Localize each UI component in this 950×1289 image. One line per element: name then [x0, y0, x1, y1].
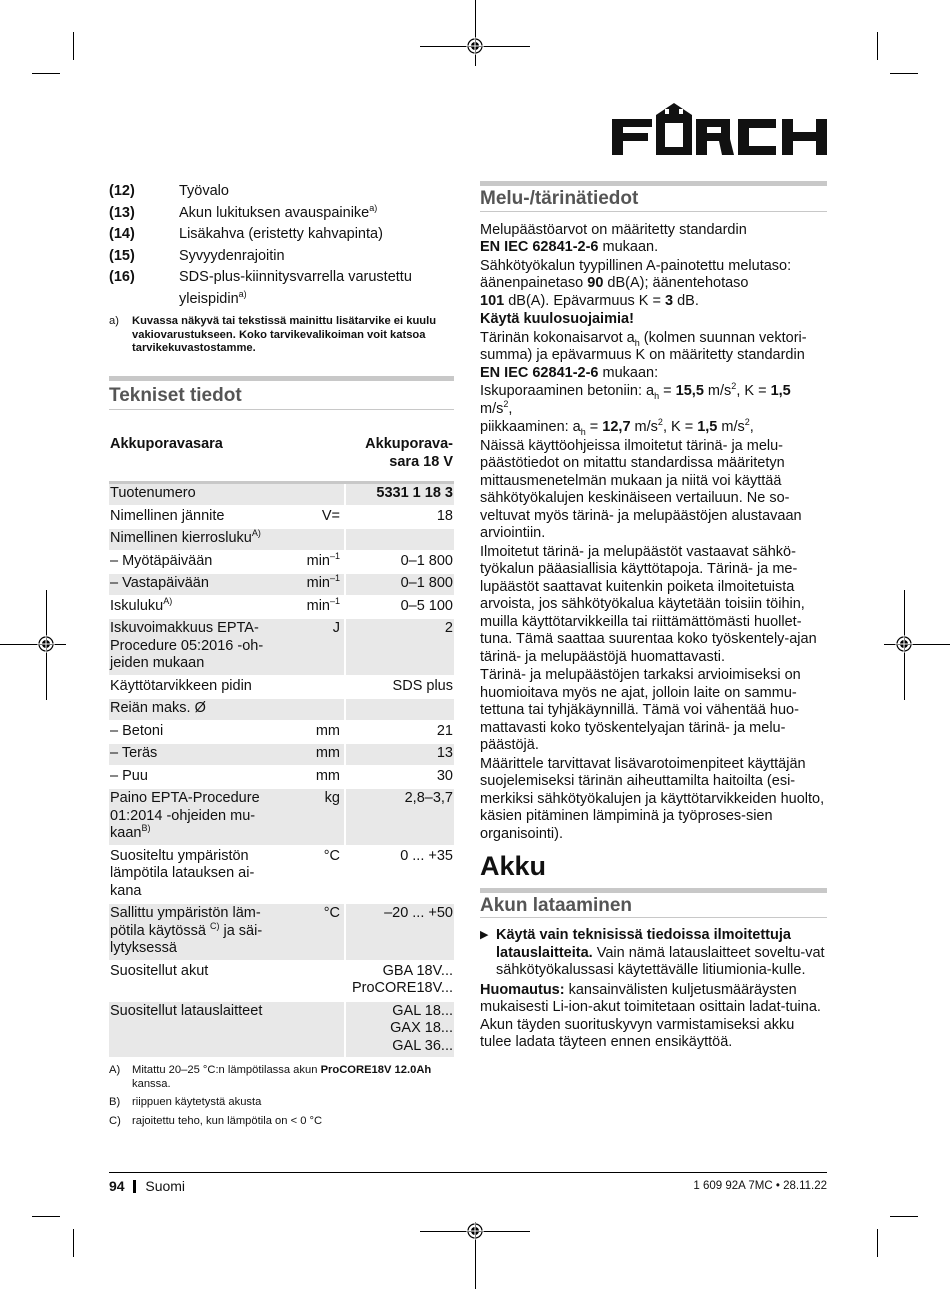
crop-mark [475, 0, 476, 66]
spec-unit: °C [297, 846, 345, 904]
spec-label: – Puu [109, 766, 297, 789]
spec-unit: mm [297, 721, 345, 744]
spec-label: Suositellut latauslaitteet [109, 1001, 297, 1059]
table-row [109, 788, 454, 846]
spec-label: – Betoni [109, 721, 297, 744]
registration-mark-icon [895, 635, 913, 653]
spec-value: GBA 18V... ProCORE18V... [345, 961, 454, 1001]
noise-standard: Melupäästöarvot on määritetty standardin EN IEC 62841-2-6 mukaan. [480, 221, 747, 255]
tech-section [109, 376, 454, 1129]
table-row [109, 528, 454, 551]
crop-mark [890, 73, 918, 74]
left-column [109, 181, 454, 1128]
spec-value: 2,8–3,7 [345, 788, 454, 846]
legend-number: (13) [109, 204, 135, 221]
table-row [109, 551, 454, 574]
spec-value: 2 [345, 618, 454, 676]
footnote-text: Mitattu 20–25 °C:n lämpötilassa akun ProCORE18V 12.0Ah kanssa. [132, 1064, 432, 1090]
spec-value: 30 [345, 766, 454, 789]
registration-mark-icon [37, 635, 55, 653]
footnote-ref: a) [238, 288, 247, 299]
paragraph: Määrittele tarvittavat lisävarotoimenpiteet käyttäjän suojelemiseksi tärinän aiheuttamilta haitoilta (esi-merkiksi sähkötyökalujen ja käyttötarvikkeiden huolto, käsien pitäminen lämpiminä ja työproses-sien organisointi). [480, 755, 825, 842]
legend-text: Työvalo [179, 183, 229, 199]
footer-divider [109, 1172, 827, 1173]
spec-label: – Teräs [109, 743, 297, 766]
spec-value: 0–1 800 [345, 551, 454, 574]
paragraph: Tärinä- ja melupäästöjen tarkaksi arvioimiseksi on huomioitava myös ne ajat, jolloin laite on sammu-tettuna tai tyhjäkäynnillä. Tämä voi vähentää huo-mattavasti koko työskentelyajan tärinä- ja melu-päästöjä. [480, 667, 801, 753]
table-row [109, 483, 454, 506]
footer-page [109, 1178, 185, 1194]
registration-mark-icon [466, 1222, 484, 1240]
spec-unit: mm [297, 743, 345, 766]
legend-text: Syvyydenrajoitin [179, 247, 285, 264]
legend-number: (15) [109, 247, 135, 264]
battery-note: Huomautus: kansainvälisten kuljetusmääräysten mukaisesti Li-ion-akut toimitetaan osittain ladat-tuina. Akun täyden suorituskyvyn varmistamiseksi akku tulee ladata täyteen ennen ensikäyttöä. [480, 981, 821, 1050]
footnote-key: C) [109, 1114, 121, 1127]
forch-logo [612, 103, 827, 159]
table-row [109, 1001, 454, 1059]
legend-item [109, 181, 454, 203]
legend-item [109, 203, 454, 225]
spec-unit [297, 676, 345, 699]
crop-mark [73, 32, 74, 60]
section-divider [109, 409, 454, 410]
spec-unit: J [297, 618, 345, 676]
spec-value: SDS plus [345, 676, 454, 699]
table-row [109, 846, 454, 904]
spec-value: 18 [345, 506, 454, 529]
paragraph: Näissä käyttöohjeissa ilmoitetut tärinä- ja melu-päästötiedot on mitattu standardissa määritetyn mittausmenetelmän mukaan ja niitä voi käyttää sähkötyökalujen keskinäiseen vertailuun. Ne so-veltuvat myös tärinä- ja melupäästöjen alustavaan arviointiin. [480, 437, 802, 541]
spec-label: Nimellinen kierrosluku$^{A)}$ [109, 528, 297, 551]
legend-text: Lisäkahva (eristetty kahvapinta) [179, 226, 383, 242]
table-row [109, 721, 454, 744]
spec-unit: $\min^{-1}$ [297, 596, 345, 619]
vibration-drilling: Iskuporaaminen betoniin: $a_h = 15,5$ $m/s^2$, K = 1,5 $m/s^2$, [480, 381, 791, 417]
legend-text: SDS-plus-kiinnitysvarrella varustettu yleispidin [179, 269, 412, 307]
registration-mark-icon [466, 37, 484, 55]
table-header-row [109, 435, 454, 483]
footer-separator [133, 1180, 136, 1193]
crop-mark [32, 73, 60, 74]
table-footnote [109, 1115, 454, 1129]
spec-label: Reiän maks. Ø [109, 698, 297, 721]
section-title: Akun lataaminen [480, 894, 633, 916]
chapter-title: Akku [480, 851, 547, 881]
spec-label: Suositeltu ympäristön lämpötila latauksen ai- kana [109, 846, 297, 904]
paragraph: Ilmoitetut tärinä- ja melupäästöt vastaavat sähkö-työkalun pääasiallisia käyttötapoja. Tärinä- ja me-lupäästöt saattavat kuitenkin poiketa ilmoitetuista arvoista, jos sähkötyökalua käytetään toisiin töihin, muilla käyttötarvikkeilla tai riittämättömästi huollet-tuna. Tämä saattaa suurentaa koko työskentely-ajan tärinä- ja melupäästöjä huomattavasti. [480, 543, 817, 665]
vibration-chiselling: piikkaaminen: $a_h = 12,7$ $m/s^2$, K = 1,5 $m/s^2$, [480, 417, 754, 437]
legend-item [109, 267, 454, 310]
hearing-warning: Käytä kuulosuojaimia! [480, 311, 634, 327]
table-row [109, 903, 454, 961]
section-title: Melu-/tärinätiedot [480, 188, 639, 209]
spec-value: 5331 1 18 3 [345, 483, 454, 506]
section-title: Tekniset tiedot [109, 384, 242, 406]
legend-text: Akun lukituksen avauspainike [179, 204, 370, 221]
table-row [109, 698, 454, 721]
spec-value: –20 ... +50 [345, 903, 454, 961]
spec-unit [297, 961, 345, 1001]
spec-label: – Myötäpäivään [109, 551, 297, 574]
table-row [109, 961, 454, 1001]
footnote-text: riippuen käytetystä akusta [132, 1096, 262, 1108]
charger-instruction: ▶ Käytä vain teknisissä tiedoissa ilmoitettuja latauslaitteita. Vain nämä latauslaitteet soveltu-vat sähkötyökalussasi käytettävälle litiumionia-kulle. [480, 927, 825, 978]
table-row [109, 573, 454, 596]
section-divider [480, 917, 827, 918]
legend-number: (14) [109, 226, 135, 242]
spec-value: 0–1 800 [345, 573, 454, 596]
spec-label: Käyttötarvikkeen pidin [109, 676, 297, 699]
spec-value: 21 [345, 721, 454, 744]
table-row [109, 766, 454, 789]
tech-footnotes [109, 1064, 454, 1128]
spec-unit: $\min^{-1}$ [297, 573, 345, 596]
spec-value [345, 528, 454, 551]
page-number: 94 [109, 1178, 125, 1194]
spec-label: Iskuvoimakkuus EPTA- Procedure 05:2016 -oh- jeiden mukaan [109, 618, 297, 676]
spec-label: – Vastapäivään [109, 573, 297, 596]
footnote-key: B) [109, 1096, 121, 1108]
spec-unit: °C [297, 903, 345, 961]
component-legend [109, 181, 454, 356]
crop-mark [877, 1229, 878, 1257]
footnote-ref: a) [369, 202, 378, 213]
crop-mark [32, 1216, 60, 1217]
legend-item [109, 246, 454, 268]
spec-value: 0–5 100 [345, 596, 454, 619]
crop-mark [73, 1229, 74, 1257]
document-code: 1 609 92A 7MC • 28.11.22 [693, 1180, 827, 1192]
spec-label: Paino EPTA-Procedure 01:2014 -ohjeiden mu- kaan$^{B)}$ [109, 788, 297, 846]
spec-unit: kg [297, 788, 345, 846]
crop-mark [884, 644, 950, 645]
footnote-key: a) [109, 315, 119, 327]
crop-mark [890, 1216, 918, 1217]
vibration-intro: Tärinän kokonaisarvot $a_h$ (kolmen suunnan vektori-summa) ja epävarmuus K on määritetty standardin EN IEC 62841-2-6 mukaan: [480, 329, 807, 381]
spec-unit [297, 1001, 345, 1059]
spec-unit [297, 698, 345, 721]
legend-number: (16) [109, 269, 135, 285]
spec-label: Suositellut akut [109, 961, 297, 1001]
header-model: Akkuporava- sara 18 V [345, 435, 454, 483]
spec-value: 0 ... +35 [345, 846, 454, 904]
table-footnote [109, 1064, 454, 1091]
tech-table [109, 435, 454, 1059]
spec-label: Tuotenumero [109, 483, 297, 506]
legend-number: (12) [109, 183, 135, 199]
footnote-text: Kuvassa näkyvä tai tekstissä mainittu lisätarvike ei kuulu vakiovarustukseen. Koko tarvikevalikoiman voit katsoa tarvikekuvastostamme. [132, 315, 437, 354]
crop-mark [0, 644, 66, 645]
table-row [109, 743, 454, 766]
section-divider [480, 211, 827, 212]
table-row [109, 506, 454, 529]
spec-unit [297, 483, 345, 506]
spec-unit: mm [297, 766, 345, 789]
right-column [480, 181, 827, 1053]
page-language: Suomi [145, 1178, 186, 1194]
spec-value: GAL 18... GAX 18... GAL 36... [345, 1001, 454, 1059]
triangle-bullet-icon: ▶ [480, 929, 489, 941]
table-row [109, 618, 454, 676]
table-footnote [109, 1096, 454, 1110]
crop-mark [877, 32, 878, 60]
spec-label: Nimellinen jännite [109, 506, 297, 529]
legend-item [109, 224, 454, 246]
header-product: Akkuporavasara [109, 435, 297, 483]
spec-unit: $\min^{-1}$ [297, 551, 345, 574]
noise-level: Sähkötyökalun tyypillinen A-painotettu melutaso: äänenpainetaso 90 dB(A); äänentehotaso 101 dB(A). Epävarmuus K = 3 dB. [480, 257, 792, 309]
legend-footnote [109, 315, 454, 356]
spec-label: Iskuluku$^{A)}$ [109, 596, 297, 619]
footnote-text: rajoitettu teho, kun lämpötila on < 0 °C [132, 1114, 323, 1127]
spec-value: 13 [345, 743, 454, 766]
table-row [109, 676, 454, 699]
table-row [109, 596, 454, 619]
footnote-key: A) [109, 1064, 121, 1076]
spec-unit [297, 528, 345, 551]
spec-unit: V= [297, 506, 345, 529]
spec-label: Sallittu ympäristön läm- pötila käytössä $^{C)}$ ja säi- lytyksessä [109, 903, 297, 961]
spec-value [345, 698, 454, 721]
